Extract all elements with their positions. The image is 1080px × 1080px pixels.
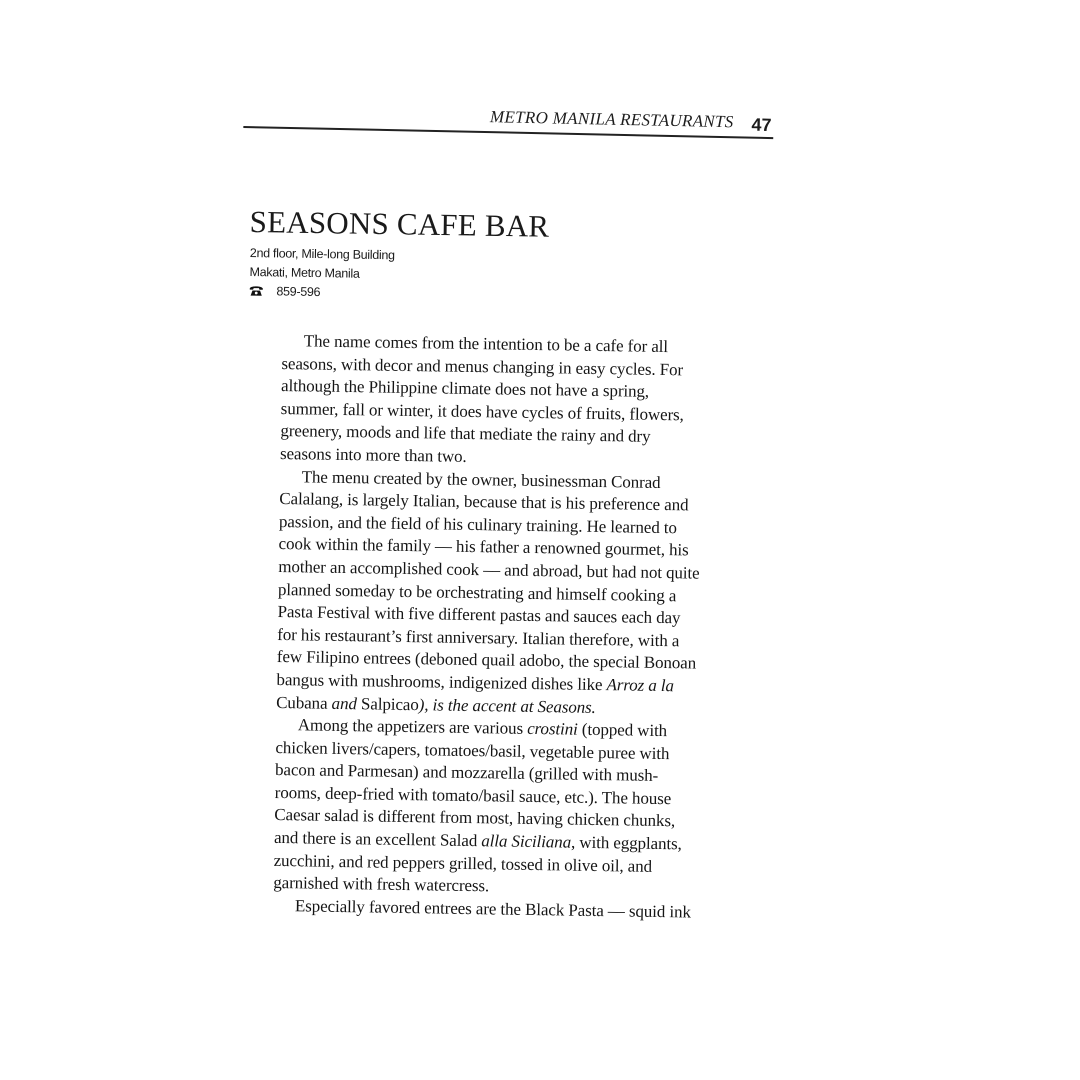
italic-term: Arroz a la (606, 675, 675, 696)
running-title: METRO MANILA RESTAURANTS (489, 107, 734, 132)
text-run: Calalang, is largely Italian, because that is his preference and (279, 489, 689, 515)
italic-term: crostini (527, 718, 578, 739)
text-run: cook within the family — his father a renowned gourmet, his (278, 534, 689, 560)
text-run: Salpicao (360, 693, 419, 714)
address-line-2: Makati, Metro Manila (249, 264, 360, 281)
text-run: Especially favored entrees are the Black Pasta — squid ink (294, 896, 691, 922)
text-run: for his restaurant’s first anniversary. Italian therefore, with a (277, 624, 680, 650)
text-run: passion, and the field of his culinary training. He learned to (278, 511, 678, 537)
text-run: The name comes from the intention to be a cafe for all (303, 331, 669, 357)
text-run: seasons, with decor and menus changing in easy cycles. For (281, 353, 684, 379)
restaurant-title: SEASONS CAFE BAR (249, 204, 550, 244)
text-run: (topped with (577, 719, 668, 741)
restaurant-address (249, 244, 395, 303)
text-run: garnished with fresh watercress. (273, 873, 490, 896)
text-run: mother an accomplished cook — and abroad, but had not quite (278, 556, 700, 583)
text-run: summer, fall or winter, it does have cycles of fruits, flowers, (280, 398, 684, 425)
italic-term: and (327, 693, 362, 713)
text-run: bacon and Parmesan) and mozzarella (grilled with mush- (274, 760, 659, 786)
text-run: planned someday to be orchestrating and himself cooking a (277, 579, 677, 605)
italic-term: ), is the accent at Seasons. (418, 694, 596, 717)
phone-number: 859-596 (276, 284, 321, 300)
text-run: greenery, moods and life that mediate the rainy and dry (280, 421, 651, 447)
text-run: bangus with mushrooms, indigenized dishes like (276, 669, 607, 695)
text-run: few Filipino entrees (deboned quail adobo, the special Bonoan (276, 647, 697, 673)
address-line-1: 2nd floor, Mile-long Building (249, 245, 395, 263)
text-run: The menu created by the owner, businessman Conrad (301, 466, 661, 492)
phone-row (249, 282, 394, 303)
italic-term: alla Siciliana (481, 831, 572, 852)
page-number: 47 (751, 114, 772, 136)
text-run: rooms, deep-fried with tomato/basil sauce, etc.). The house (274, 782, 672, 809)
text-run: seasons into more than two. (279, 443, 467, 466)
text-run: although the Philippine climate does not have a spring, (280, 376, 650, 401)
text-run: chicken livers/capers, tomatoes/basil, vegetable puree with (275, 737, 670, 763)
text-run: and there is an excellent Salad (273, 828, 482, 851)
text-run: Among the appetizers are various (297, 715, 528, 738)
review-body (273, 330, 782, 925)
text-run: Pasta Festival with five different pastas and sauces each day (277, 602, 681, 628)
text-run: , with eggplants, (570, 832, 682, 854)
running-header (243, 96, 776, 155)
text-run: Cubana (276, 692, 328, 713)
text-run: zucchini, and red peppers grilled, tossed in olive oil, and (273, 850, 653, 876)
text-run: Caesar salad is different from most, having chicken chunks, (274, 805, 676, 831)
telephone-icon (249, 283, 263, 294)
